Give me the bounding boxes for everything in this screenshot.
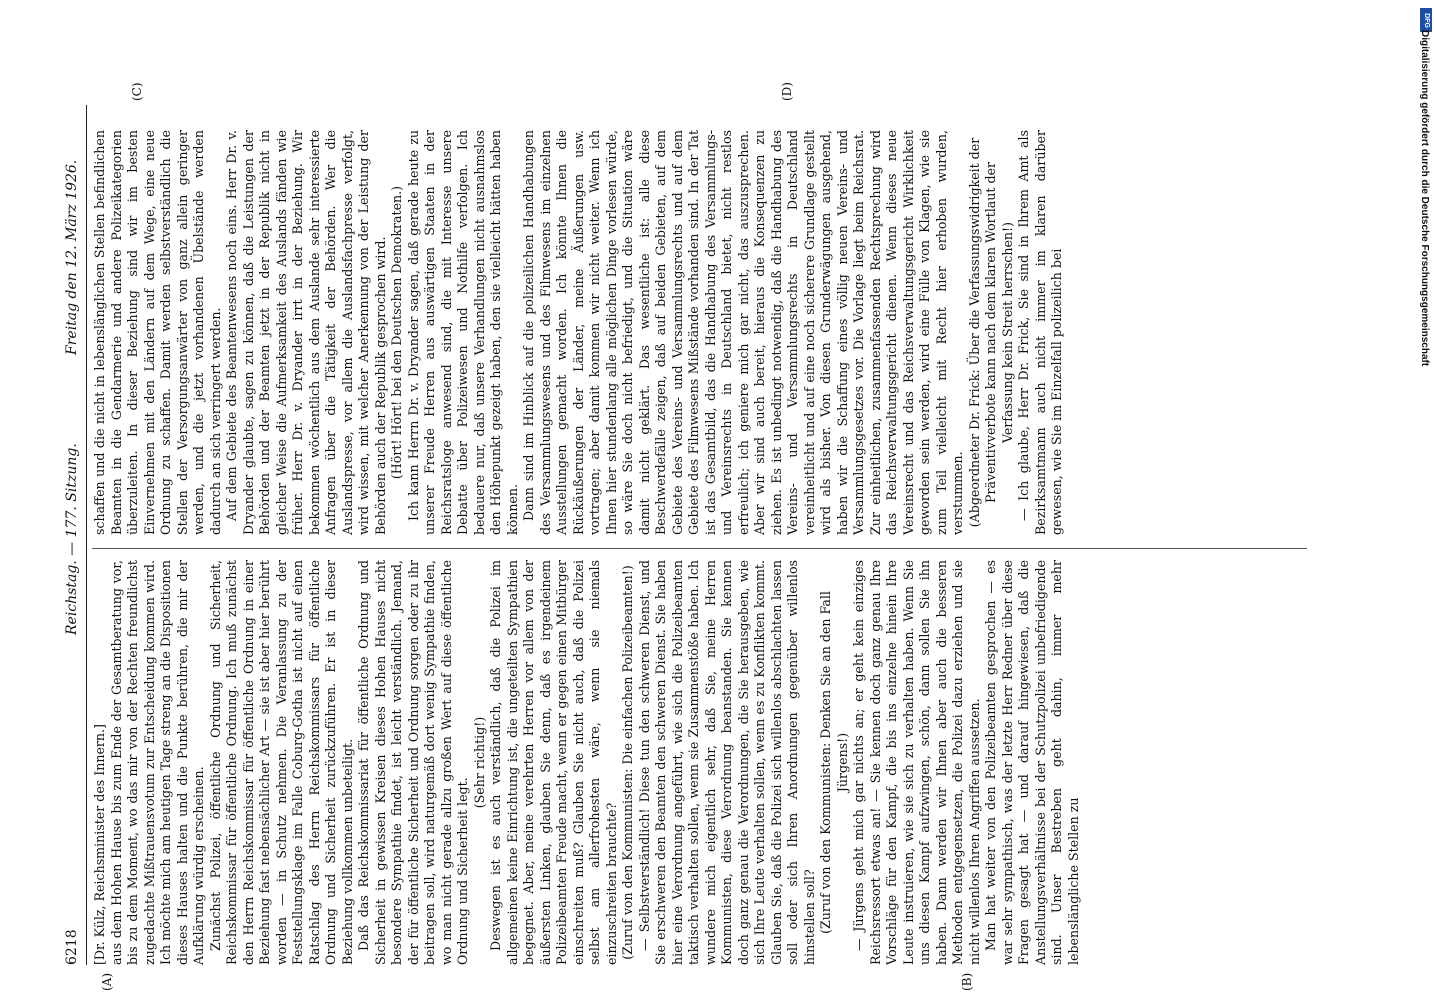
dfg-logo: DFG — [1420, 8, 1432, 32]
interjection: (Sehr richtig!) — [471, 716, 487, 809]
interjection: (Zuruf von den Kommunisten: Denken Sie an den Fall Jürgens!) — [818, 591, 850, 934]
right-column — [92, 130, 1066, 535]
paragraph: — Jürgens geht mich gar nichts an; er geht kein einziges Reichsressort etwas an! — Sie kennen doch ganz genau Ihre Vorschläge für den Kampf, die bis ins einzelne hinein Ihre Leute instruieren, wie sie sich zu verhalten haben. Wenn Sie uns diesen Kampf aufzwingen, schön, dann sollen Sie ihn haben. Dann werden wir Ihnen aber auch die besseren Methoden entgegensetzen, die Polizei dazu erziehen und sie nicht willenlos Ihren Angriffen aussetzen. — [851, 560, 982, 965]
margin-mark-d: (D) — [780, 82, 794, 101]
session-date: Freitag den 12. März 1926. — [64, 159, 80, 355]
paragraph: Ich kann Herrn Dr. v. Dryander sagen, daß gerade heute zu unserer Freude Herren aus auswärtigen Staaten in der Reichsratsloge anwesend sind, die mit Interesse unsere Debatte über Polizeiwesen und Nothilfe verfolgen. Ich bedauere nur, daß unsere Verhandlungen nicht ausnahmslos den Höhepunkt gezeigt haben, den sie vielleicht hätten haben können. — [405, 130, 520, 535]
digitization-credit — [1418, 30, 1432, 1000]
speaker-line: [Dr. Külz, Reichsminister des Innern.] — [92, 724, 107, 965]
paragraph: aus dem Hohen Hause bis zum Ende der Gesamtberatung vor, bis zu dem Moment, wo das mir von der Rechten freundlichst zugedachte Mißtrauensvotum zur Entscheidung kommen wird. Ich möchte mich am heutigen Tage streng an die Dispositionen dieses Hauses halten und die Punkte berühren, die mir der Aufklärung würdig erscheinen. — [108, 560, 206, 965]
paragraph: Man hat weiter von den Polizeibeamten gesprochen — es war sehr sympathisch, was der letzte Herr Redner über diese Fragen gesagt hat — und darauf hingewiesen, daß die Anstellungsverhältnisse bei der Schutzpolizei unbefriedigende sind. Unser Bestreben geht dahin, immer mehr lebenslängliche Stellen zu — [983, 560, 1081, 965]
margin-mark-c: (C) — [130, 82, 144, 101]
interjection: (Abgeordneter Dr. Frick: Über die Verfassungswidrigkeit der Präventivverbote kann nach dem klaren Wortlaut der Verfassung kein Streit herrschen!) — [966, 137, 1015, 528]
page-header — [60, 105, 87, 965]
paragraph: Dann sind im Hinblick auf die polizeilichen Handhabungen des Versammlungswesens und des Filmwesens im einzelnen Ausstellungen gemacht worden. Ich könnte Ihnen die Rückäußerungen der Länder, meine Äußerungen usw. vortragen; aber damit kommen wir nicht weiter. Wenn ich Ihnen hier stundenlang alle möglichen Dinge vorlesen würde, so wäre Sie doch nicht befriedigt, und die Situation wäre damit nicht geklärt. Das wesentliche ist: alle diese Beschwerdefälle zeigen, daß auf beiden Gebieten, auf dem Gebiete des Vereins- und Versammlungsrechts und auf dem Gebiete des Filmwesens Mißstände vorhanden sind. In der Tat ist das Gesamtbild, das die Handhabung des Versammlungs- und Vereinsrechts in Deutschland bietet, nicht restlos erfreulich; ich geniere mich gar nicht, das auszusprechen. Aber wir sind auch bereit, hieraus die Konsequenzen zu ziehen. Es ist unbedingt notwendig, daß die Handhabung des Vereins- und Versammlungsrechts in Deutschland vereinheitlicht und auf eine noch sicherere Grundlage gestellt wird als bisher. Von diesen Grunderwägungen ausgehend, haben wir die Schaffung eines völlig neuen Vereins- und Versammlungsgesetzes vor. Die Vorlage liegt beim Reichsrat. Zur einheitlichen, zusammenfassenden Rechtsprechung wird das Reichsverwaltungsgericht dienen. Wenn dieses neue Vereinsrecht und das Reichsverwaltungsgericht Wirklichkeit geworden sein werden, wird eine Fülle von Klagen, wie sie zum Teil vielleicht mit Recht hier erhoben wurden, verstummen. — [521, 130, 965, 535]
credit-text: Digitalisierung gefördert durch die Deutsche Forschungsgemeinschaft — [1419, 30, 1430, 367]
margin-mark-a: (A) — [100, 972, 114, 991]
margin-mark-b: (B) — [960, 972, 974, 991]
paragraph: Zunächst Polizei, öffentliche Ordnung und Sicherheit, Reichskommissar für öffentliche Ordnung. Ich muß zunächst den Herrn Reichskommissar für öffentliche Ordnung in einer Beziehung fast nebensächlicher Art — sie ist aber hier berührt worden — in Schutz nehmen. Die Veranlassung zu der Feststellungsklage im Falle Coburg-Gotha ist nicht auf einen Ratschlag des Herrn Reichskommissars für öffentliche Ordnung und Sicherheit zurückzuführen. Er ist in dieser Beziehung vollkommen unbeteiligt. — [207, 560, 355, 965]
interjection: (Hört! Hört! bei den Deutschen Demokraten.) — [389, 185, 404, 480]
paragraph: Deswegen ist es auch verständlich, daß die Polizei im allgemeinen keine Einrichtung ist, die ungeteilten Sympathien begegnet. Aber, meine verehrten Herren vor allem von der äußersten Linken, glauben Sie denn, daß es irgendeinem Polizeibeamten Freude macht, wenn er gegen einen Mitbürger einschreiten muß? Glauben Sie nicht auch, daß die Polizei selbst am allerfrohesten wäre, wenn sie niemals einzuschreiten brauchte? — [488, 560, 619, 965]
left-column — [92, 560, 1082, 965]
column-divider — [92, 548, 1307, 549]
interjection: (Zuruf von den Kommunisten: Die einfachen Polizeibeamten!) — [620, 565, 635, 960]
paragraph: — Selbstverständlich! Diese tun den schweren Dienst, und Sie erschweren den Beamten den schweren Dienst. Sie haben hier eine Verordnung angeführt, wie sich die Polizeibeamten taktisch verhalten sollen, wenn sie Zusammenstöße haben. Ich wundere mich eigentlich sehr, daß Sie, meine Herren Kommunisten, diese Verordnung beanstanden. Sie kennen doch ganz genau die Verordnungen, die Sie herausgeben, wie sich Ihre Leute verhalten sollen, wenn es zu Konflikten kommt. Glauben Sie, daß die Polizei sich willenlos abschlachten lassen soll oder sich Ihren Anordnungen gegenüber willenlos hinstellen soll? — [636, 560, 817, 965]
paragraph: Daß das Reichskommissariat für öffentliche Ordnung und Sicherheit in gewissen Kreisen dieses Hohen Hauses nicht besondere Sympathie findet, ist leicht verständlich. Jemand, der für öffentliche Sicherheit und Ordnung sorgen oder zu ihr beitragen soll, wird naturgemäß dort wenig Sympathie finden, wo man nicht gerade allzu großen Wert auf diese öffentliche Ordnung und Sicherheit legt. — [356, 560, 470, 965]
page-number: 6218 — [64, 929, 80, 965]
paragraph: schaffen und die nicht in lebenslänglichen Stellen befindlichen Beamten in die Gendarmerie und andere Polizeikategorien überzuleiten. In dieser Beziehung sind wir im besten Einvernehmen mit den Ländern auf dem Wege, eine neue Ordnung zu schaffen. Damit werden selbstverständlich die Stellen der Versorgungsanwärter von ganz allein geringer werden, und die jetzt vorhandenen Übelstände werden dadurch an sich verringert werden. — [92, 130, 223, 535]
paragraph: — Ich glaube, Herr Dr. Frick, Sie sind in Ihrem Amt als Bezirksamtmann auch nicht immer im klaren darüber gewesen, wie Sie im Einzelfall polizeilich bei — [1016, 130, 1064, 535]
paragraph: Auf dem Gebiete des Beamtenwesens noch eins. Herr Dr. v. Dryander glaubte, sagen zu können, daß die Leistungen der Behörden und der Beamten jetzt in der Republik nicht in gleicher Weise die Aufmerksamkeit des Auslands fänden wie früher. Herr Dr. v. Dryander irrt in der Beziehung. Wir bekommen wöchentlich aus dem Auslande sehr interessierte Anfragen über die Tätigkeit der Behörden. Wer die Auslandspresse, vor allem die Auslandsfachpresse verfolgt, wird wissen, mit welcher Anerkennung von der Leistung der Behörden auch der Republik gesprochen wird. — [224, 130, 388, 535]
session-title: Reichstag. — 177. Sitzung. — [64, 443, 80, 635]
document-page — [60, 82, 1310, 991]
